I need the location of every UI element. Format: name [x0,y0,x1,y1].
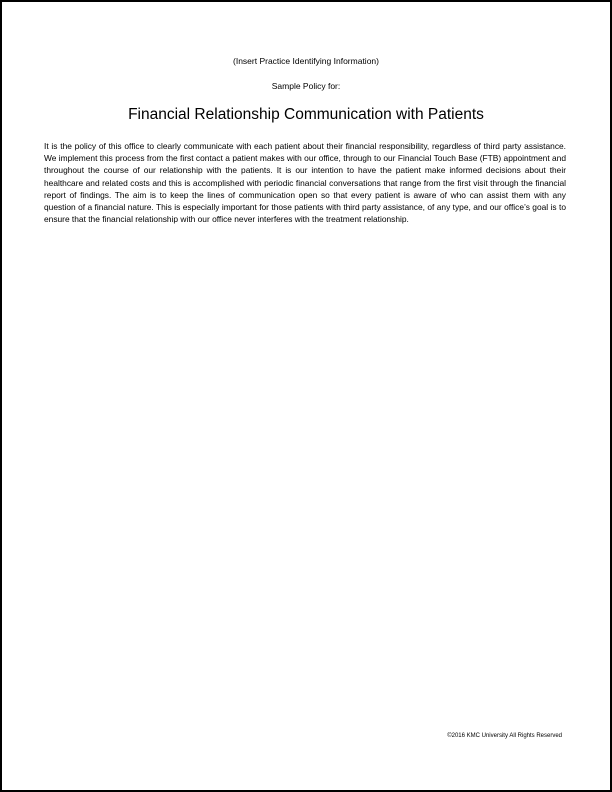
practice-info-placeholder: (Insert Practice Identifying Information) [233,56,379,66]
policy-paragraph: It is the policy of this office to clearly communicate with each patient about their financial responsibility, regardless of third party assistance. We implement this process from the first contact a patient makes with our office, through to our Financial Touch Base (FTB) appointment and throughout the course of our relationship with the patients. It is our intention to have the patient make informed decisions about their healthcare and related costs and this is accomplished with periodic financial conversations that range from the first visit through the financial report of findings. The aim is to keep the lines of communication open so that every patient is aware of who can assist them with any question of a financial nature. This is especially important for those patients with third party assistance, of any type, and our office’s goal is to ensure that the financial relationship with our office never interferes with the treatment relationship. [44,141,566,225]
copyright-notice: ©2016 KMC University All Rights Reserved [447,733,562,739]
policy-title: Financial Relationship Communication with Patients [128,106,484,123]
sample-policy-label: Sample Policy for: [271,81,341,91]
